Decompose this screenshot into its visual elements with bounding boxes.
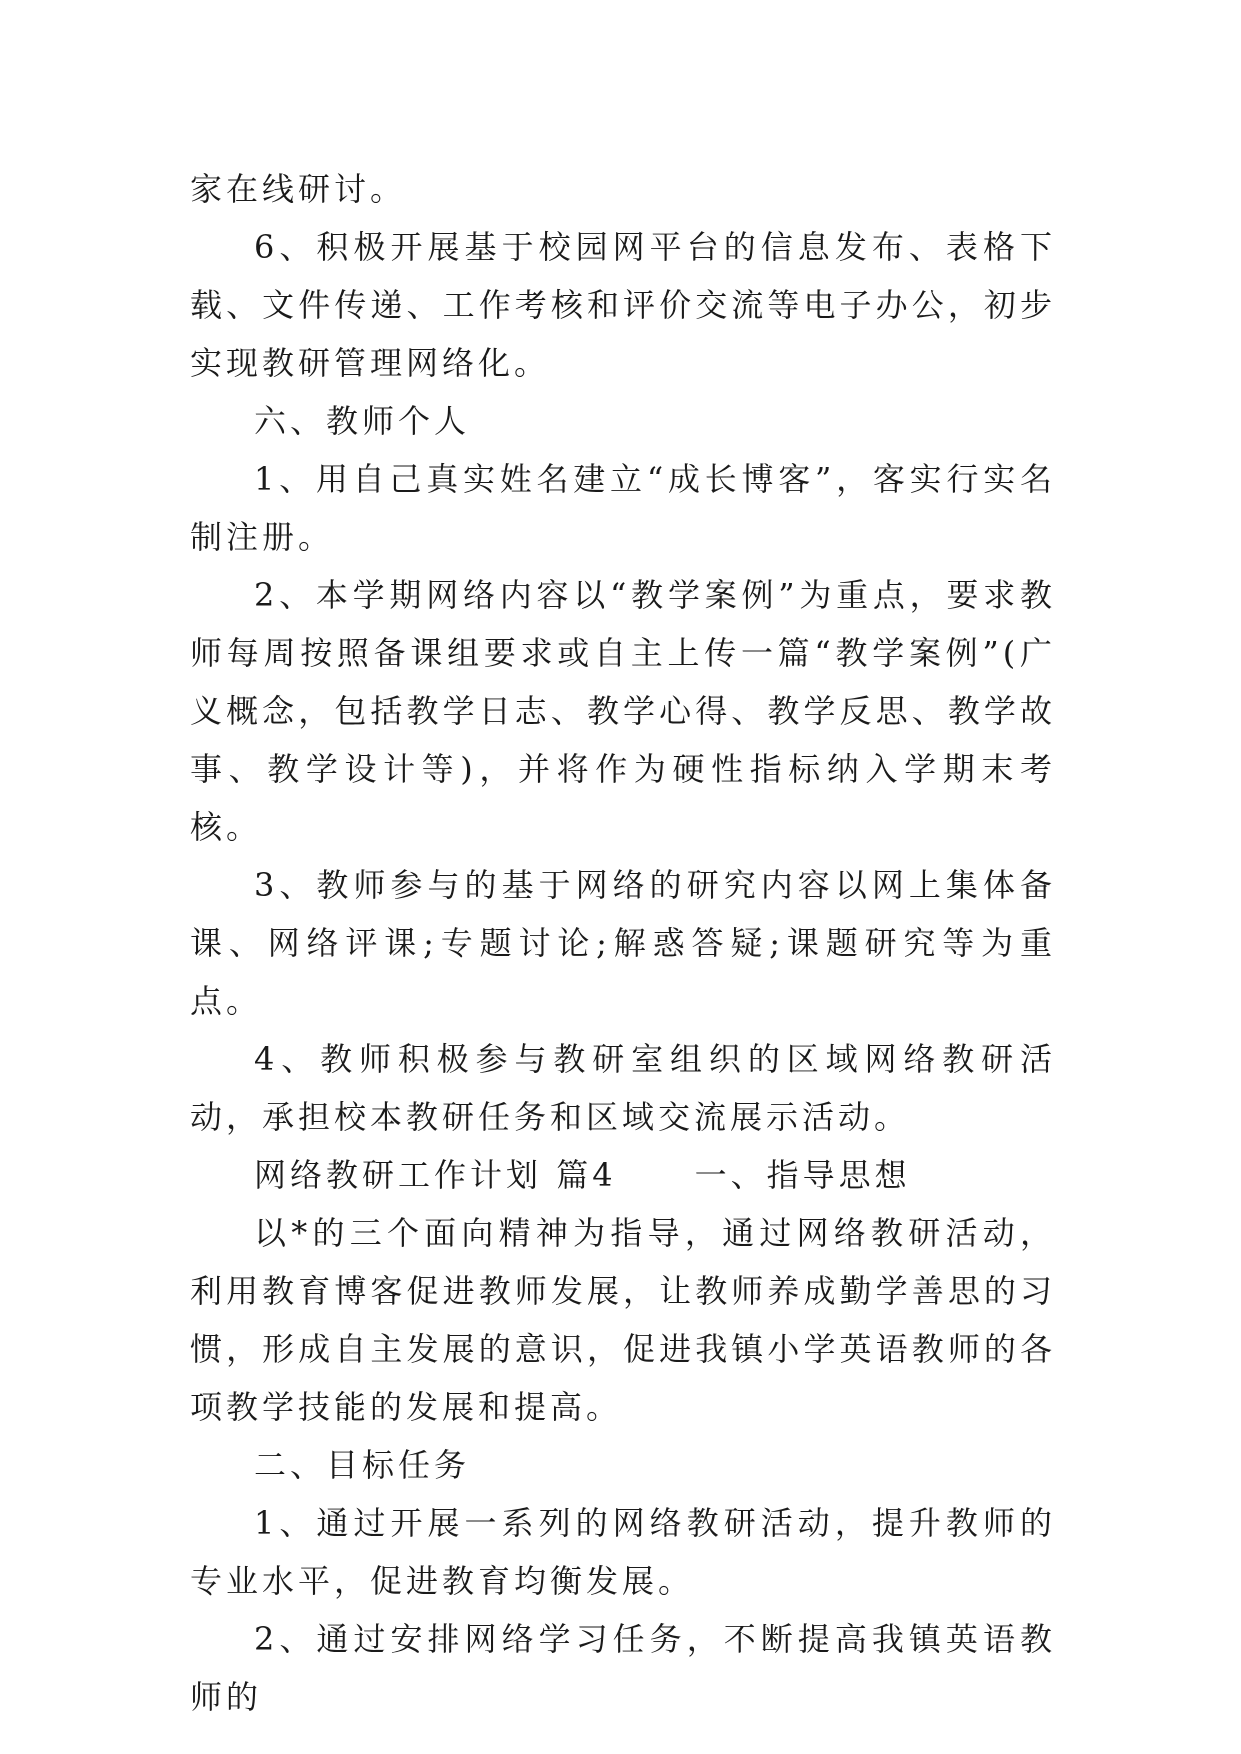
- paragraph: 1、通过开展一系列的网络教研活动，提升教师的专业水平，促进教育均衡发展。: [190, 1504, 1056, 1600]
- paragraph: 6、积极开展基于校园网平台的信息发布、表格下载、文件传递、工作考核和评价交流等电子办公，初步实现教研管理网络化。: [190, 228, 1056, 382]
- paragraph: 2、通过安排网络学习任务，不断提高我镇英语教师的: [190, 1620, 1056, 1716]
- guiding-heading: 一、指导思想: [694, 1156, 911, 1194]
- document-body: [190, 160, 1056, 1726]
- section-heading-teacher: 六、教师个人: [254, 402, 471, 440]
- plan-title: 网络教研工作计划: [254, 1156, 543, 1194]
- section-heading-goals: 二、目标任务: [254, 1446, 471, 1484]
- paragraph: 以*的三个面向精神为指导，通过网络教研活动，利用教育博客促进教师发展，让教师养成勤学善思的习惯，形成自主发展的意识，促进我镇小学英语教师的各项教学技能的发展和提高。: [190, 1214, 1056, 1426]
- paragraph: 1、用自己真实姓名建立“成长博客”，客实行实名制注册。: [190, 460, 1056, 556]
- paragraph: 3、教师参与的基于网络的研究内容以网上集体备课、网络评课;专题讨论;解惑答疑;课题研究等为重点。: [190, 866, 1056, 1020]
- paragraph: 4、教师积极参与教研室组织的区域网络教研活动，承担校本教研任务和区域交流展示活动。: [190, 1040, 1056, 1136]
- paragraph: 2、本学期网络内容以“教学案例”为重点，要求教师每周按照备课组要求或自主上传一篇“教学案例”(广义概念，包括教学日志、教学心得、教学反思、教学故事、教学设计等)，并将作为硬性指标纳入学期末考核。: [190, 576, 1056, 846]
- plan-part: 篇4: [556, 1156, 617, 1194]
- paragraph: 家在线研讨。: [190, 170, 407, 208]
- plan-title-line: [190, 1146, 1056, 1204]
